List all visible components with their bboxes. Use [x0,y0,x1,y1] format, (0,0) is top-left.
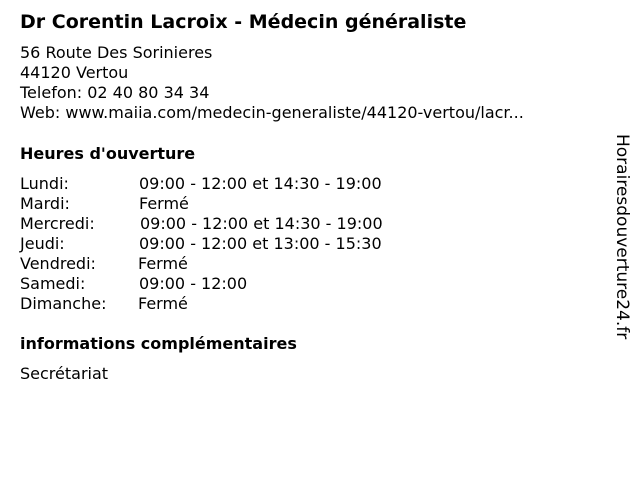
time-value: 09:00 - 12:00 et 14:30 - 19:00 [139,174,382,193]
website-link: Web: www.maiia.com/medecin-generaliste/44120-vertou/lacr... [20,103,524,122]
hours-row-mardi [20,194,480,214]
time-value: 09:00 - 12:00 [139,274,248,293]
time-value: 09:00 - 12:00 et 14:30 - 19:00 [140,214,383,233]
time-value: Fermé [138,294,188,313]
site-watermark: Horairesdouverture24.fr [612,134,632,340]
address-city: 44120 Vertou [20,63,129,82]
day-label: Jeudi: [20,234,65,253]
hours-row-dimanche [20,294,480,314]
additional-info-text: Secrétariat [20,364,109,383]
time-value: 09:00 - 12:00 et 13:00 - 15:30 [139,234,382,253]
day-label: Lundi: [20,174,69,193]
time-value: Fermé [138,254,188,273]
day-label: Vendredi: [20,254,96,273]
hours-row-vendredi [20,254,480,274]
phone-number: Telefon: 02 40 80 34 34 [20,83,210,102]
hours-row-jeudi [20,234,480,254]
time-value: Fermé [139,194,189,213]
contact-block [20,43,524,123]
address-street: 56 Route Des Sorinieres [20,43,213,62]
opening-hours-table [20,174,480,314]
opening-hours-heading: Heures d'ouverture [20,144,196,163]
hours-row-samedi [20,274,480,294]
additional-info-heading: informations complémentaires [20,334,297,353]
day-label: Samedi: [20,274,86,293]
day-label: Mercredi: [20,214,95,233]
page-title: Dr Corentin Lacroix - Médecin généraliste [20,11,467,33]
day-label: Dimanche: [20,294,107,313]
hours-row-lundi [20,174,480,194]
hours-row-mercredi [20,214,480,234]
day-label: Mardi: [20,194,70,213]
